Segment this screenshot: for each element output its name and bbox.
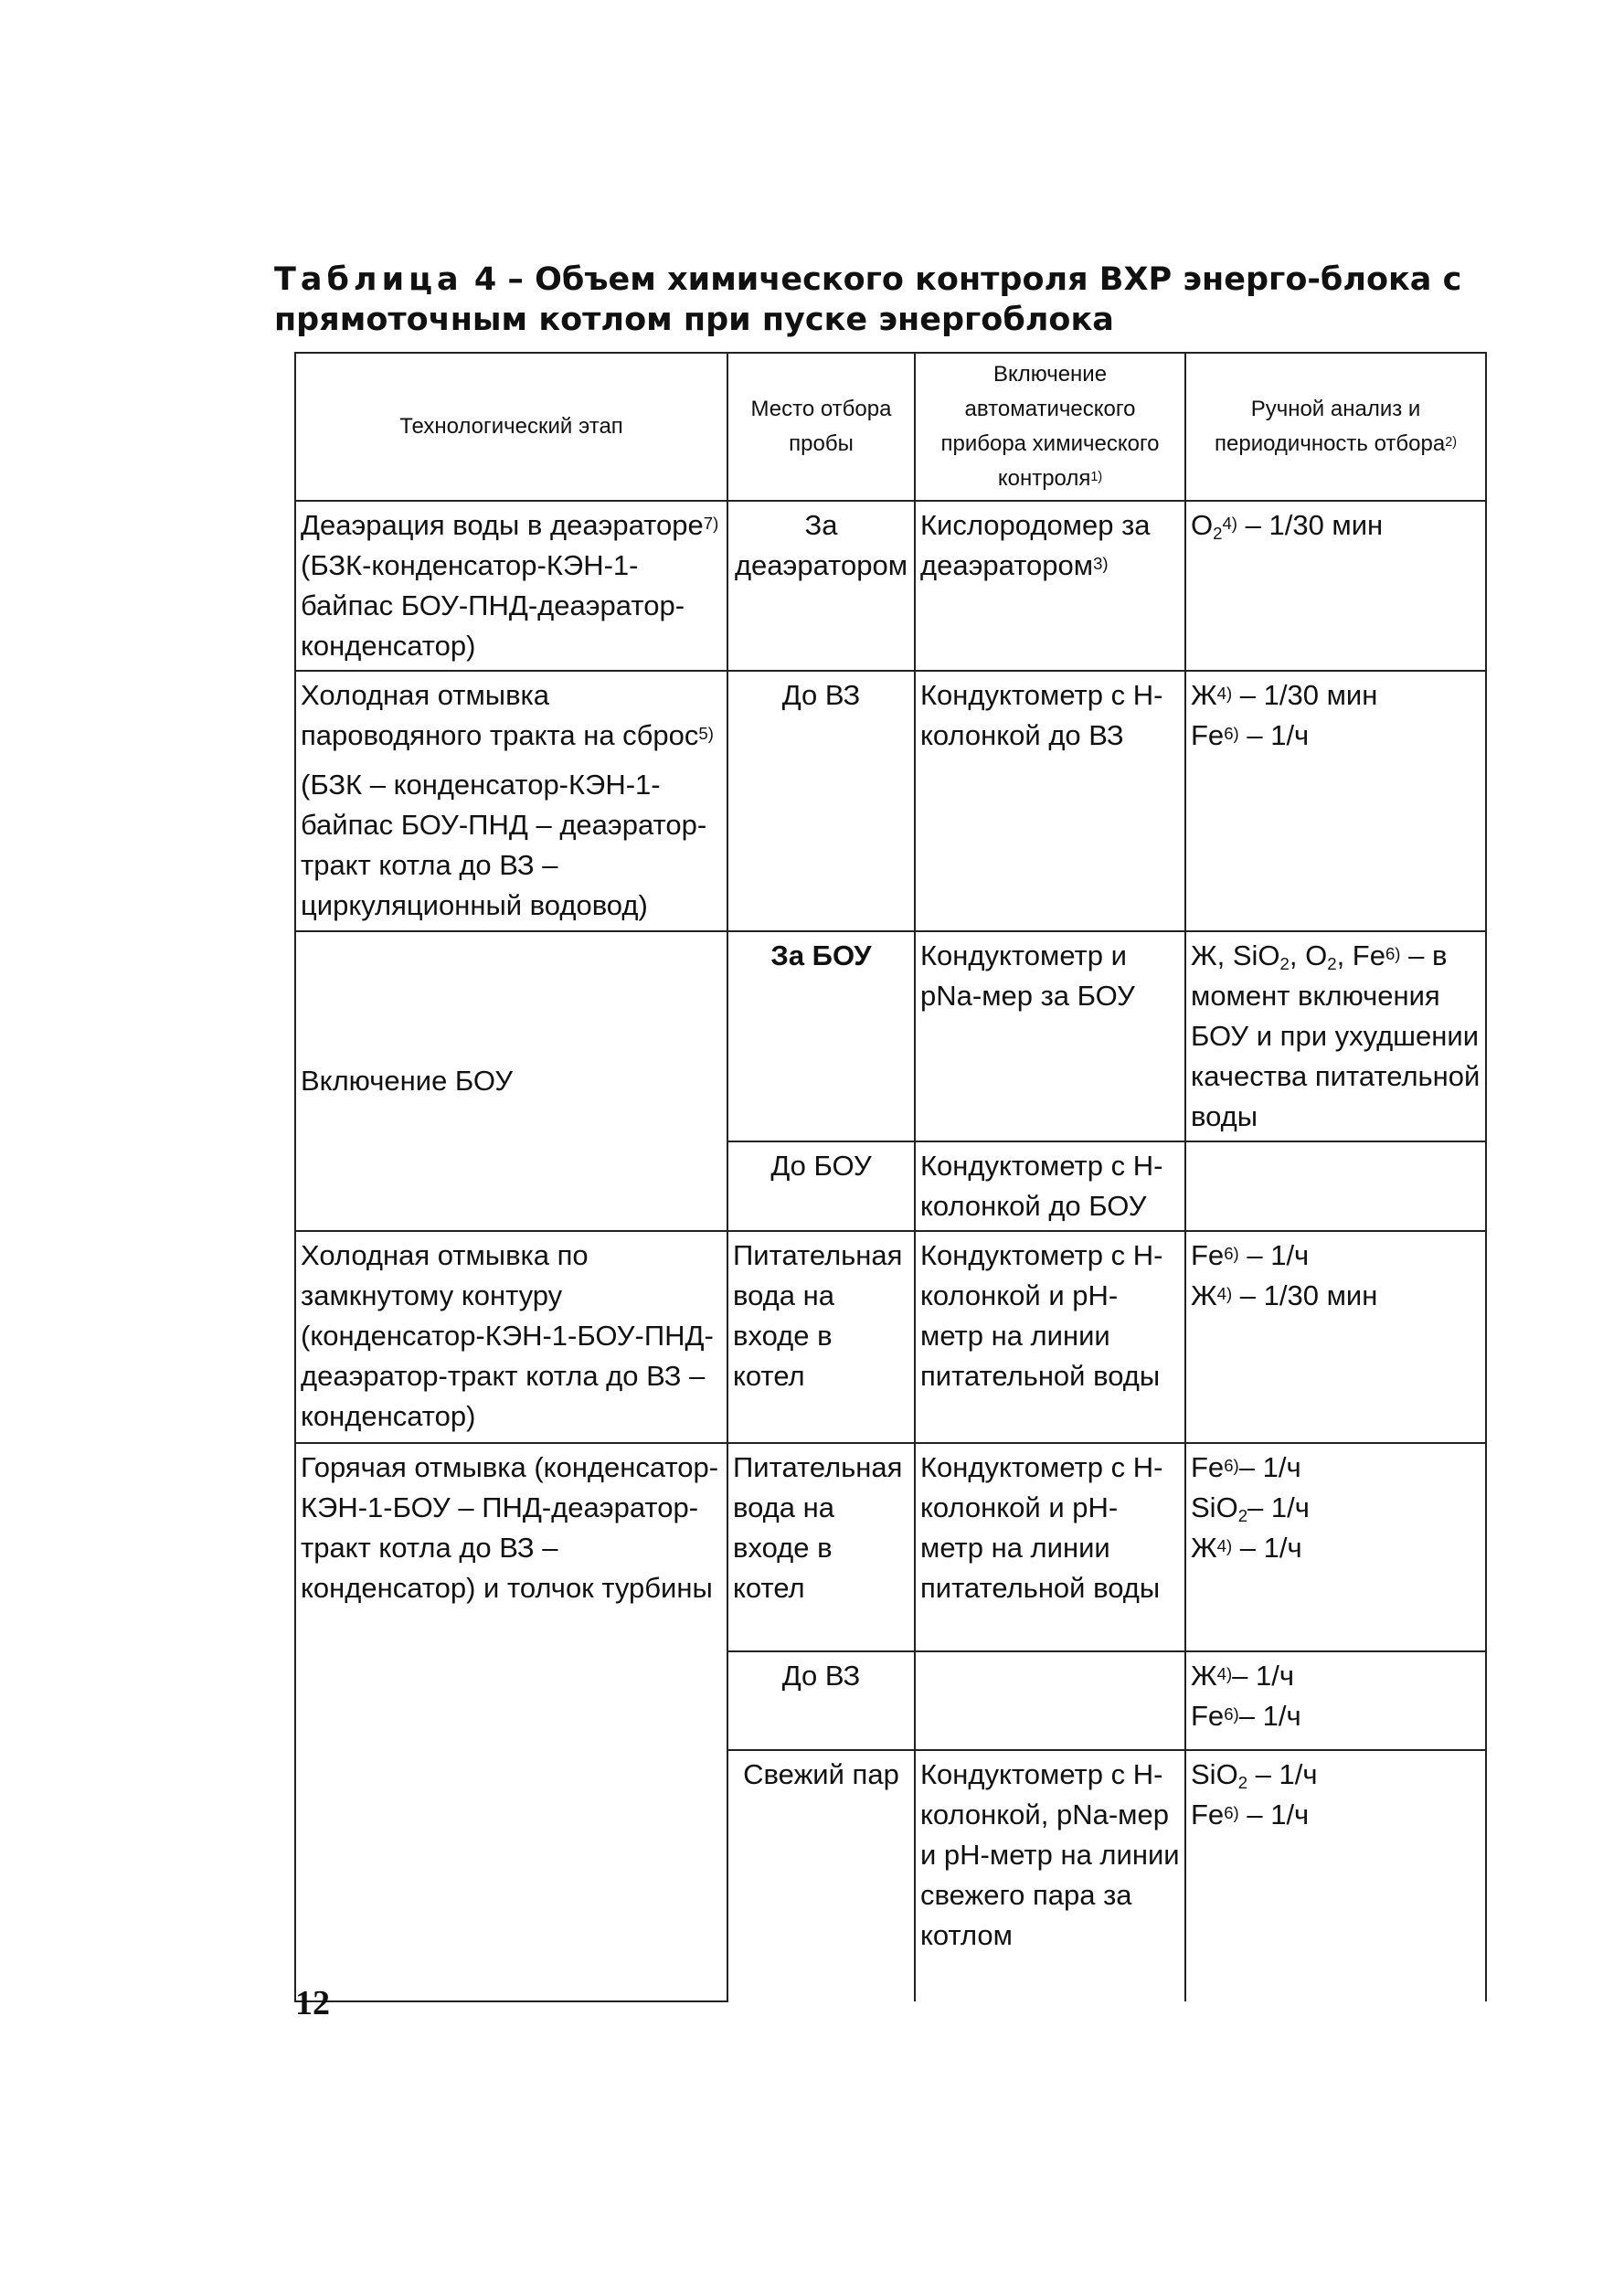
stage-cell: Холодная отмывка по замкнутому контуру (конденсатор-КЭН-1-БОУ-ПНД-деаэратор-тракт котла до ВЗ – конденсатор) [295,1231,727,1443]
manual-cell: $O_2^{4)} - 1/30$ мин [1185,501,1486,671]
device-cell: Кондуктометр с Н-колонкой, pNa-мер и рН-метр на линии свежего пара за котлом [915,1750,1185,2001]
header-auto-device: Включение автоматического прибора химического контроля$^{1)}$ [915,353,1185,501]
device-cell: Кондуктометр с Н-колонкой до ВЗ [915,671,1185,931]
place-cell: Питательная вода на входе в котел [727,1443,915,1651]
device-cell: Кондуктометр с Н-колонкой и рН-метр на линии питательной воды [915,1443,1185,1651]
stage-cell: Включение БОУ [295,931,727,1231]
device-cell [915,1651,1185,1750]
place-cell: Питательная вода на входе в котел [727,1231,915,1443]
header-manual-analysis: Ручной анализ и периодичность отбора$^{2)}$ [1185,353,1486,501]
stage-cell: Холодная отмывка пароводяного тракта на сброс$^{5)}$ (БЗК – конденсатор-КЭН-1-байпас БОУ-ПНД – деаэратор-тракт котла до ВЗ – циркуляционный водовод) [295,671,727,931]
chemical-control-table [294,352,1487,2002]
header-row [295,353,1486,501]
table-row [295,931,1486,1141]
device-cell: Кислородомер за деаэратором$^{3)}$ [915,501,1185,671]
place-cell: Свежий пар [727,1750,915,2001]
table-row [295,501,1486,671]
caption-lead: Таблица [274,261,463,298]
place-cell: До ВЗ [727,1651,915,1750]
place-cell: До БОУ [727,1141,915,1231]
stage-cell: Деаэрация воды в деаэраторе$^{7)}$ (БЗК-конденсатор-КЭН-1-байпас БОУ-ПНД-деаэратор-конденсатор) [295,501,727,671]
place-cell: За деаэратором [727,501,915,671]
place-cell: До ВЗ [727,671,915,931]
header-place: Место отбора пробы [727,353,915,501]
page-number: 12 [295,1984,330,2022]
place-cell: За БОУ [727,931,915,1141]
manual-cell: $Ж^{4)}-$ 1/ч Fe$^{6)}$– 1/ч [1185,1651,1486,1750]
manual-cell: Fe$^{6)}$– 1/ч SiO$_2$– 1/ч $Ж^{4)} - 1/ч$ [1185,1443,1486,1651]
header-stage: Технологический этап [295,353,727,501]
caption-text: 4 – Объем химического контроля ВХР энерго-блока с прямоточным котлом при пуске энергоблока [274,261,1462,338]
table-row [295,1231,1486,1443]
device-cell: Кондуктометр с Н-колонкой и рН-метр на линии питательной воды [915,1231,1185,1443]
manual-cell: SiO$_2$ – 1/ч Fe$^{6)}$ – 1/ч [1185,1750,1486,2001]
stage-cell: Горячая отмывка (конденсатор-КЭН-1-БОУ – ПНД-деаэратор-тракт котла до ВЗ – конденсатор) и толчок турбины [295,1443,727,2001]
device-cell: Кондуктометр с Н-колонкой до БОУ [915,1141,1185,1231]
manual-cell: $Ж^{4)} - 1/30$ мин Fe$^{6)}$ – 1/ч [1185,671,1486,931]
device-cell: Кондуктометр и pNa-мер за БОУ [915,931,1185,1141]
table-caption [274,260,1490,340]
table-row [295,671,1486,931]
table-row [295,1443,1486,1651]
manual-cell: Fe$^{6)}$ – 1/ч $Ж^{4)} - 1/30$ мин [1185,1231,1486,1443]
manual-cell [1185,1141,1486,1231]
manual-cell: Ж, SiO$_2$, $O_2$, Fe$^{6)}$ – в момент включения БОУ и при ухудшении качества питательной воды [1185,931,1486,1141]
